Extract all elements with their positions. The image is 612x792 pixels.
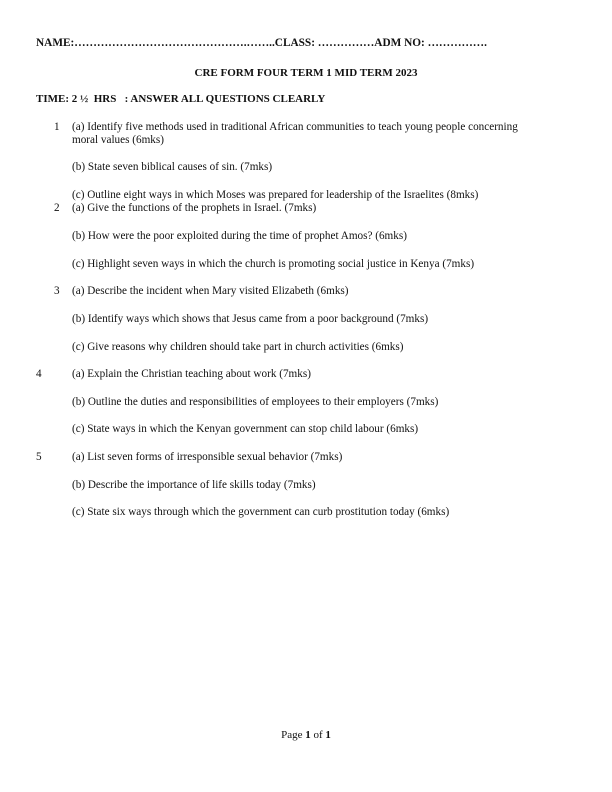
question-1c: (c) Outline eight ways in which Moses was prepared for leadership of the Israelites (8mks) xyxy=(72,189,479,201)
question-number: 2 xyxy=(54,202,60,214)
student-details-line: NAME:……………………………………….……..CLASS: ……………ADM NO: ……………. xyxy=(36,37,487,49)
question-number: 5 xyxy=(36,451,42,463)
question-1a: (a) Identify five methods used in traditional African communities to teach young people concerning xyxy=(72,121,518,133)
question-2c: (c) Highlight seven ways in which the church is promoting social justice in Kenya (7mks) xyxy=(72,258,475,270)
question-5b: (b) Describe the importance of life skills today (7mks) xyxy=(72,479,316,491)
question-3a: (a) Describe the incident when Mary visited Elizabeth (6mks) xyxy=(72,285,349,297)
question-4c: (c) State ways in which the Kenyan government can stop child labour (6mks) xyxy=(72,423,419,435)
question-number: 1 xyxy=(54,121,60,133)
question-3b: (b) Identify ways which shows that Jesus came from a poor background (7mks) xyxy=(72,313,429,325)
question-2a: (a) Give the functions of the prophets in Israel. (7mks) xyxy=(72,202,317,214)
page-sep: of xyxy=(310,729,326,741)
exam-title: CRE FORM FOUR TERM 1 MID TERM 2023 xyxy=(194,67,418,79)
question-4a: (a) Explain the Christian teaching about work (7mks) xyxy=(72,368,311,380)
question-number: 3 xyxy=(54,285,60,297)
exam-instructions: TIME: 2 ½ HRS : ANSWER ALL QUESTIONS CLEARLY xyxy=(36,93,326,105)
question-1a-cont: moral values (6mks) xyxy=(72,134,164,146)
question-3c: (c) Give reasons why children should take part in church activities (6mks) xyxy=(72,341,404,353)
question-4b: (b) Outline the duties and responsibilities of employees to their employers (7mks) xyxy=(72,396,439,408)
question-5c: (c) State six ways through which the government can curb prostitution today (6mks) xyxy=(72,506,450,518)
page-prefix: Page xyxy=(281,729,306,741)
question-1b: (b) State seven biblical causes of sin. (7mks) xyxy=(72,161,273,173)
question-5a: (a) List seven forms of irresponsible sexual behavior (7mks) xyxy=(72,451,343,463)
question-2b: (b) How were the poor exploited during the time of prophet Amos? (6mks) xyxy=(72,230,407,242)
question-number: 4 xyxy=(36,368,42,380)
page-footer xyxy=(0,729,612,741)
page-current: 1 xyxy=(305,729,311,741)
page-total: 1 xyxy=(325,729,331,741)
